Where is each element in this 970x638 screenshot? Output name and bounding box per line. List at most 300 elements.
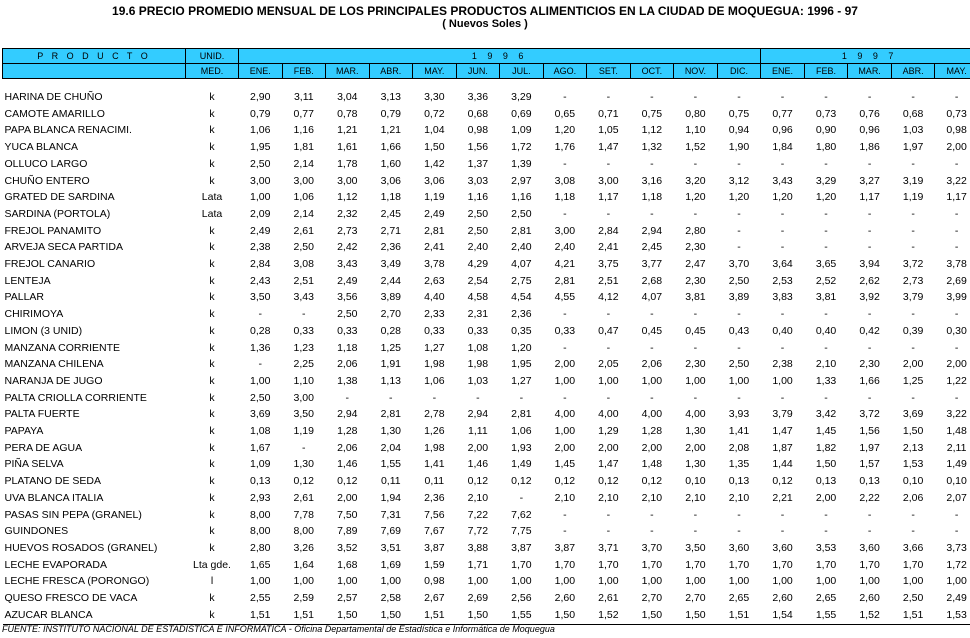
price-cell: - — [867, 91, 872, 103]
unit-of-measure: k — [209, 508, 215, 521]
price-cell: 3,77 — [641, 258, 663, 271]
price-cell: 2,41 — [424, 241, 445, 254]
price-cell: - — [345, 391, 350, 404]
price-cell: 1,66 — [380, 141, 402, 154]
price-cell: 1,91 — [380, 358, 402, 371]
price-cell: 1,20 — [728, 191, 750, 204]
month-header-1997: MAR. — [848, 64, 892, 79]
table-row — [3, 523, 970, 540]
product-name: PALTA CRIOLLA CORRIENTE — [4, 391, 147, 404]
price-cell: - — [824, 241, 828, 254]
price-cell: 0,33 — [293, 324, 314, 337]
price-cell: 1,00 — [859, 575, 880, 588]
price-cell: 2,81 — [554, 274, 576, 287]
product-name: PIÑA SELVA — [4, 458, 64, 471]
price-cell: - — [650, 91, 654, 103]
price-cell: - — [954, 308, 959, 321]
price-cell: 2,25 — [293, 358, 314, 371]
price-cell: 1,95 — [250, 141, 271, 154]
price-cell: - — [867, 308, 872, 321]
price-cell: 1,97 — [902, 141, 924, 154]
price-cell: - — [780, 91, 785, 103]
price-cell: 3,04 — [337, 91, 358, 103]
price-cell: 0,90 — [815, 124, 837, 137]
price-cell: 2,22 — [859, 491, 880, 504]
price-cell: - — [954, 207, 959, 220]
price-cell: 3,72 — [859, 408, 880, 421]
price-cell: 1,82 — [815, 441, 837, 454]
price-cell: 2,30 — [685, 358, 706, 371]
price-cell: - — [954, 241, 959, 254]
price-cell: 2,70 — [380, 308, 402, 321]
price-cell: 1,50 — [543, 607, 587, 624]
product-name: LECHE EVAPORADA — [4, 558, 108, 571]
price-cell: 3,12 — [728, 174, 750, 187]
price-cell: 4,00 — [641, 408, 663, 421]
table-row — [3, 223, 970, 240]
price-cell: 1,27 — [511, 374, 532, 387]
price-cell: - — [737, 207, 741, 220]
price-cell: - — [606, 391, 611, 404]
price-cell: 1,41 — [728, 425, 750, 438]
table-row — [3, 440, 970, 457]
table-row — [3, 306, 970, 323]
price-cell: 3,43 — [293, 291, 314, 304]
price-cell: - — [389, 391, 393, 404]
product-name: AZUCAR BLANCA — [3, 607, 186, 624]
price-cell: 1,00 — [250, 374, 271, 387]
price-cell: 1,32 — [641, 141, 663, 154]
price-cell: 3,22 — [946, 408, 967, 421]
price-cell: 1,52 — [685, 141, 706, 154]
price-cell: 2,43 — [250, 274, 271, 287]
price-cell: 2,00 — [685, 441, 706, 454]
price-cell: 1,12 — [337, 191, 358, 204]
price-cell: - — [954, 224, 959, 237]
price-cell: - — [737, 241, 741, 254]
price-cell: 1,00 — [511, 575, 532, 588]
table-row — [3, 507, 970, 524]
price-cell: - — [563, 91, 567, 103]
source-footnote: FUENTE: INSTITUTO NACIONAL DE ESTADISTICA E INFORMATICA - Oficina Departamental de Estadística e Informática de Moquegua — [2, 624, 555, 634]
unit-header-bottom: MED. — [186, 64, 239, 79]
price-cell: 1,06 — [250, 124, 271, 137]
price-cell: 3,00 — [293, 391, 314, 404]
price-cell: 4,29 — [467, 258, 489, 271]
price-cell: 1,03 — [902, 124, 924, 137]
price-cell: 2,65 — [815, 592, 837, 605]
price-cell: - — [780, 207, 785, 220]
unit-of-measure: k — [186, 607, 239, 624]
price-cell: - — [650, 525, 654, 538]
price-cell: 1,47 — [772, 425, 793, 438]
month-header-1996: ENE. — [239, 64, 283, 79]
price-cell: 2,00 — [902, 358, 924, 371]
price-cell: 1,00 — [598, 374, 619, 387]
price-cell: - — [563, 157, 567, 170]
price-cell: 0,77 — [772, 107, 793, 120]
price-cell: 0,71 — [598, 107, 619, 120]
table-body — [3, 79, 970, 625]
price-cell: 2,32 — [337, 207, 358, 220]
price-cell: 1,56 — [859, 425, 880, 438]
price-cell: 8,00 — [250, 508, 271, 521]
price-cell: 0,40 — [772, 324, 793, 337]
price-cell: 1,55 — [804, 607, 848, 624]
price-cell: 3,89 — [728, 291, 750, 304]
price-cell: 0,78 — [337, 107, 358, 120]
price-cell: 1,70 — [598, 558, 619, 571]
price-cell: 1,72 — [511, 141, 532, 154]
price-cell: 1,87 — [772, 441, 793, 454]
price-cell: 1,16 — [511, 191, 532, 204]
price-cell: - — [867, 241, 872, 254]
price-cell: 7,75 — [511, 525, 532, 538]
price-cell: 1,69 — [380, 558, 402, 571]
price-cell: 1,47 — [598, 458, 619, 471]
price-cell: - — [824, 341, 828, 354]
price-cell: - — [911, 391, 915, 404]
price-cell: 1,00 — [250, 575, 271, 588]
price-cell: 2,36 — [380, 241, 402, 254]
table-row — [3, 189, 970, 206]
price-cell: 1,20 — [772, 191, 793, 204]
price-cell: - — [606, 508, 611, 521]
product-name: LECHE FRESCA (PORONGO) — [4, 575, 150, 588]
price-cell: - — [824, 525, 828, 538]
price-cell: 7,78 — [293, 508, 314, 521]
price-cell: 2,00 — [815, 491, 837, 504]
price-cell: 2,00 — [946, 358, 967, 371]
price-cell: 1,59 — [424, 558, 445, 571]
price-cell: 2,36 — [424, 491, 445, 504]
price-cell: 2,45 — [641, 241, 663, 254]
price-cell: 0,13 — [815, 475, 837, 488]
price-cell: 2,67 — [424, 592, 445, 605]
price-cell: 2,94 — [641, 224, 663, 237]
price-cell: 3,00 — [293, 174, 314, 187]
price-cell: 2,04 — [380, 441, 402, 454]
price-cell: 1,70 — [859, 558, 880, 571]
unit-of-measure: k — [209, 408, 215, 421]
price-cell: 2,00 — [641, 441, 663, 454]
price-cell: 3,30 — [424, 91, 445, 103]
price-cell: 3,65 — [815, 258, 837, 271]
price-cell: 1,35 — [728, 458, 750, 471]
price-cell: - — [911, 207, 915, 220]
unit-of-measure: k — [209, 241, 215, 254]
unit-of-measure: k — [209, 308, 215, 321]
price-cell: 4,55 — [554, 291, 576, 304]
price-cell: 0,73 — [946, 107, 967, 120]
price-cell: 3,51 — [380, 541, 402, 554]
price-cell: 2,50 — [250, 391, 271, 404]
price-cell: 1,80 — [815, 141, 837, 154]
price-cell: 2,40 — [554, 241, 576, 254]
price-cell: 2,60 — [772, 592, 793, 605]
price-cell: 2,09 — [250, 207, 271, 220]
price-cell: - — [911, 508, 915, 521]
price-cell: 3,70 — [641, 541, 663, 554]
price-cell: 2,61 — [598, 592, 619, 605]
header-row-years — [3, 49, 970, 64]
price-cell: - — [606, 207, 611, 220]
price-cell: - — [911, 224, 915, 237]
unit-of-measure: k — [209, 91, 215, 103]
product-name: ARVEJA SECA PARTIDA — [4, 241, 123, 254]
price-cell: 1,70 — [728, 558, 750, 571]
price-cell: 0,47 — [598, 324, 619, 337]
price-cell: 2,00 — [946, 141, 967, 154]
table-row — [3, 423, 970, 440]
price-table — [2, 48, 970, 625]
price-cell: 2,10 — [728, 491, 750, 504]
price-cell: 2,63 — [424, 274, 445, 287]
price-cell: 3,70 — [728, 258, 750, 271]
price-cell: - — [650, 508, 654, 521]
product-header-blank — [3, 64, 186, 79]
price-cell: 1,76 — [554, 141, 576, 154]
month-header-1996: FEB. — [282, 64, 326, 79]
price-cell: 7,22 — [467, 508, 489, 521]
price-cell: 2,30 — [685, 241, 706, 254]
price-cell: 0,13 — [859, 475, 880, 488]
price-cell: 2,49 — [250, 224, 271, 237]
price-cell: - — [693, 207, 698, 220]
price-cell: - — [737, 508, 741, 521]
unit-of-measure: k — [209, 157, 215, 170]
price-cell: - — [650, 308, 654, 321]
price-cell: - — [954, 341, 959, 354]
price-cell: 2,41 — [598, 241, 619, 254]
price-cell: 3,60 — [859, 541, 880, 554]
product-name: FREJOL CANARIO — [4, 258, 96, 271]
price-cell: 1,20 — [554, 124, 576, 137]
product-name: PASAS SIN PEPA (GRANEL) — [4, 508, 142, 521]
price-cell: 1,25 — [902, 374, 924, 387]
price-cell: 1,00 — [337, 575, 358, 588]
month-header-1997: FEB. — [804, 64, 848, 79]
price-cell: - — [867, 224, 872, 237]
price-cell: 1,11 — [468, 425, 488, 438]
price-cell: 3,49 — [380, 258, 402, 271]
table-row — [3, 490, 970, 507]
unit-of-measure: k — [209, 124, 215, 137]
price-cell: 3,50 — [293, 408, 314, 421]
price-cell: - — [606, 157, 611, 170]
unit-of-measure: k — [209, 491, 215, 504]
price-cell: 1,00 — [902, 575, 924, 588]
price-cell: - — [693, 525, 698, 538]
price-cell: 4,00 — [554, 408, 576, 421]
price-cell: 1,10 — [293, 374, 314, 387]
price-cell: - — [867, 207, 872, 220]
price-cell: 0,76 — [859, 107, 880, 120]
product-name: QUESO FRESCO DE VACA — [4, 592, 138, 605]
price-cell: 2,13 — [902, 441, 924, 454]
price-cell: 3,60 — [772, 541, 793, 554]
month-header-1996: MAY. — [413, 64, 457, 79]
price-cell: - — [911, 308, 915, 321]
table-row — [3, 356, 970, 373]
price-cell: 2,42 — [337, 241, 358, 254]
unit-of-measure: k — [209, 425, 215, 438]
table-row — [3, 323, 970, 340]
price-cell: 2,00 — [337, 491, 358, 504]
price-cell: 0,13 — [250, 475, 271, 488]
price-cell: 1,08 — [467, 341, 489, 354]
price-cell: 1,52 — [848, 607, 892, 624]
unit-of-measure: k — [209, 475, 215, 488]
price-cell: 3,00 — [250, 174, 271, 187]
price-cell: - — [693, 157, 698, 170]
month-header-1996: SET. — [587, 64, 631, 79]
price-cell: 1,21 — [380, 124, 402, 137]
price-cell: 3,20 — [685, 174, 706, 187]
unit-of-measure: k — [209, 525, 215, 538]
price-cell: 4,00 — [685, 408, 706, 421]
spacer-row — [3, 79, 970, 90]
product-name: CHIRIMOYA — [4, 308, 64, 321]
price-cell: 1,18 — [554, 191, 576, 204]
price-cell: 1,46 — [467, 458, 489, 471]
price-cell: 1,00 — [250, 191, 271, 204]
unit-of-measure: Lta gde. — [193, 558, 231, 571]
price-cell: 1,00 — [598, 575, 619, 588]
price-cell: 2,55 — [250, 592, 271, 605]
price-cell: 4,12 — [598, 291, 619, 304]
product-name: PAPAYA — [4, 425, 44, 438]
price-cell: 3,69 — [902, 408, 924, 421]
price-cell: 3,89 — [380, 291, 402, 304]
price-cell: 3,71 — [598, 541, 619, 554]
unit-of-measure: k — [209, 141, 215, 154]
price-cell: 1,70 — [902, 558, 924, 571]
price-cell: 2,73 — [337, 224, 358, 237]
unit-of-measure: k — [209, 174, 215, 187]
month-header-1996: AGO. — [543, 64, 587, 79]
price-cell: 4,54 — [511, 291, 532, 304]
price-cell: 2,06 — [641, 358, 663, 371]
price-cell: 1,51 — [413, 607, 457, 624]
price-cell: - — [780, 308, 785, 321]
price-cell: 1,23 — [293, 341, 314, 354]
price-cell: - — [693, 308, 698, 321]
price-cell: 2,81 — [511, 224, 532, 237]
price-cell: 0,10 — [685, 475, 706, 488]
price-cell: - — [867, 525, 872, 538]
price-cell: 1,19 — [424, 191, 445, 204]
price-cell: 1,93 — [511, 441, 532, 454]
price-cell: - — [563, 508, 567, 521]
product-name: LIMON (3 UNID) — [4, 324, 83, 337]
price-cell: 1,00 — [728, 374, 750, 387]
price-cell: - — [911, 157, 915, 170]
table-row — [3, 289, 970, 306]
month-header-1997: ABR. — [891, 64, 935, 79]
table-row — [3, 456, 970, 473]
price-cell: 0,79 — [250, 107, 271, 120]
price-cell: 2,61 — [293, 491, 314, 504]
price-cell: 1,64 — [293, 558, 314, 571]
price-cell: 2,71 — [380, 224, 402, 237]
price-cell: 3,22 — [946, 174, 967, 187]
price-cell: 1,98 — [424, 441, 445, 454]
price-cell: - — [780, 241, 785, 254]
table-row — [3, 89, 970, 106]
price-cell: 4,58 — [467, 291, 489, 304]
product-name: YUCA BLANCA — [4, 141, 79, 154]
price-cell: 3,83 — [772, 291, 793, 304]
price-cell: - — [780, 525, 785, 538]
price-cell: 0,42 — [859, 324, 880, 337]
price-cell: 0,45 — [641, 324, 663, 337]
price-cell: 2,11 — [946, 441, 967, 454]
price-cell: 2,10 — [554, 491, 576, 504]
price-cell: 1,70 — [772, 558, 793, 571]
price-cell: 1,61 — [337, 141, 358, 154]
price-cell: 3,81 — [685, 291, 706, 304]
price-cell: 1,04 — [424, 124, 445, 137]
price-cell: 0,28 — [250, 324, 271, 337]
price-cell: - — [824, 308, 828, 321]
price-cell: 1,50 — [815, 458, 837, 471]
price-cell: 1,17 — [859, 191, 880, 204]
price-cell: - — [824, 224, 828, 237]
price-cell: 2,94 — [337, 408, 358, 421]
price-cell: 2,52 — [815, 274, 837, 287]
price-cell: 1,25 — [380, 341, 402, 354]
price-cell: - — [737, 525, 741, 538]
price-cell: 2,54 — [467, 274, 489, 287]
price-cell: 1,65 — [250, 558, 271, 571]
price-cell: 1,72 — [946, 558, 967, 571]
unit-of-measure: k — [209, 107, 215, 120]
unit-of-measure: k — [209, 592, 215, 605]
price-cell: 2,51 — [293, 274, 314, 287]
price-cell: 1,18 — [337, 341, 358, 354]
price-cell: 1,29 — [598, 425, 619, 438]
month-header-1996: DIC. — [717, 64, 761, 79]
price-cell: 0,13 — [728, 475, 750, 488]
price-cell: 2,61 — [293, 224, 314, 237]
product-name: OLLUCO LARGO — [4, 157, 88, 170]
price-cell: 0,33 — [337, 324, 358, 337]
price-cell: 1,12 — [641, 124, 663, 137]
price-cell: 3,79 — [772, 408, 793, 421]
price-cell: 1,00 — [815, 575, 837, 588]
unit-of-measure: k — [209, 224, 215, 237]
price-cell: - — [302, 441, 306, 454]
price-cell: - — [693, 341, 698, 354]
price-cell: 1,37 — [467, 157, 489, 170]
price-cell: 1,06 — [424, 374, 445, 387]
price-cell: - — [911, 341, 915, 354]
price-cell: 0,10 — [902, 475, 924, 488]
price-cell: 1,46 — [337, 458, 358, 471]
month-header-1996: MAR. — [326, 64, 370, 79]
price-cell: 1,39 — [511, 157, 532, 170]
price-cell: 2,00 — [554, 441, 576, 454]
price-cell: 0,11 — [380, 475, 401, 488]
product-name: PERA DE AGUA — [4, 441, 83, 454]
price-cell: 0,94 — [728, 124, 750, 137]
price-cell: 3,29 — [511, 91, 532, 103]
price-cell: - — [650, 207, 654, 220]
table-row — [3, 139, 970, 156]
price-cell: 2,38 — [250, 241, 271, 254]
price-cell: 1,66 — [859, 374, 880, 387]
